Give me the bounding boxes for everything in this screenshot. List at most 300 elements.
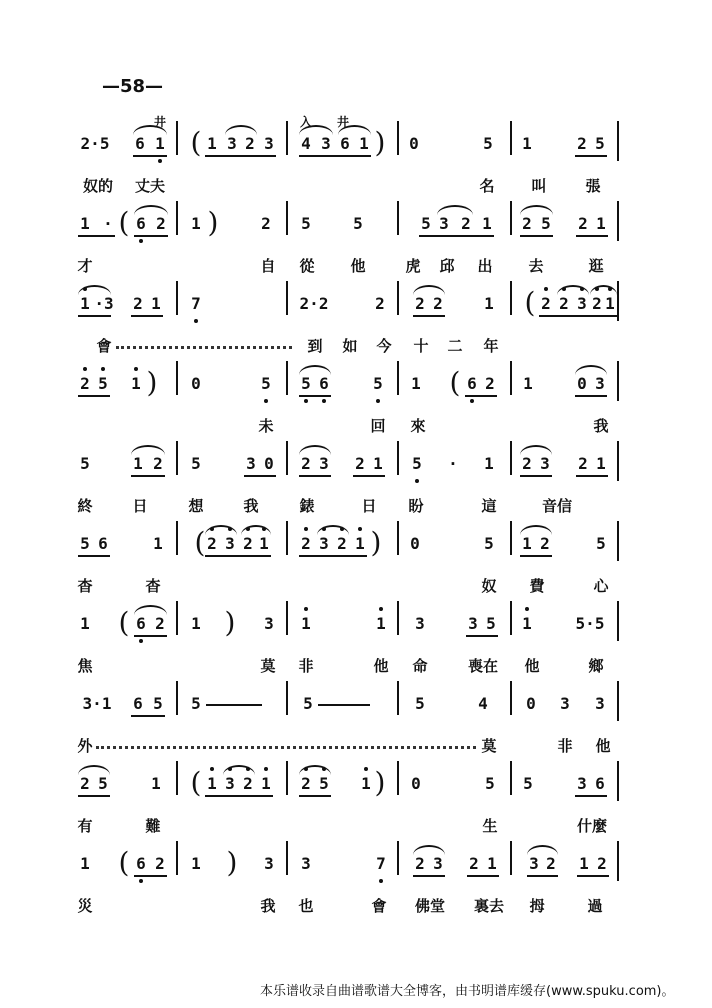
paren-close: ) bbox=[226, 846, 238, 879]
bar-line bbox=[286, 281, 288, 315]
bar-line bbox=[176, 601, 178, 635]
note: 2 bbox=[415, 854, 425, 873]
lyric-syllable: 錶 bbox=[299, 497, 315, 515]
lyric-syllable: 音信 bbox=[541, 497, 573, 515]
note: 0 bbox=[264, 454, 274, 473]
note: 1 bbox=[484, 454, 494, 473]
bar-line bbox=[617, 361, 619, 401]
note: 6 bbox=[136, 854, 146, 873]
accidental-mark: 井 bbox=[336, 115, 350, 129]
note: 1 bbox=[207, 774, 217, 793]
lyric-syllable: 日 bbox=[132, 497, 148, 515]
note: 6 bbox=[136, 614, 146, 633]
paren-close: ) bbox=[374, 766, 386, 799]
octave-dot-below bbox=[158, 159, 162, 163]
note: 2 bbox=[461, 214, 471, 233]
beam-underline bbox=[134, 635, 167, 637]
lyric-syllable: 從 bbox=[299, 257, 315, 275]
note: 2 bbox=[415, 294, 425, 313]
beam-underline bbox=[241, 795, 273, 797]
note: 2 bbox=[522, 454, 532, 473]
melisma-line bbox=[96, 746, 476, 749]
bar-line bbox=[510, 521, 512, 555]
note: 1 bbox=[359, 134, 369, 153]
beam-underline bbox=[467, 875, 499, 877]
note: 2·2 bbox=[299, 294, 329, 313]
note: 3 bbox=[577, 774, 587, 793]
note: 1 bbox=[301, 614, 311, 633]
beam-underline bbox=[465, 395, 497, 397]
page-number: —58— bbox=[102, 76, 164, 97]
note: 1 bbox=[596, 454, 606, 473]
note: 3 bbox=[225, 534, 235, 553]
bar-line bbox=[286, 201, 288, 235]
lyric-syllable: 心 bbox=[593, 577, 609, 595]
lyric-syllable: 未 bbox=[258, 417, 274, 435]
paren-close: ) bbox=[146, 366, 158, 399]
slur bbox=[520, 445, 552, 455]
note: 1 bbox=[487, 854, 497, 873]
note: 2 bbox=[301, 534, 311, 553]
lyric-syllable: 十 bbox=[413, 337, 429, 355]
note: 3 bbox=[301, 854, 311, 873]
note: 1 bbox=[191, 614, 201, 633]
octave-dot-below bbox=[194, 319, 198, 323]
extender-line bbox=[206, 704, 262, 706]
note: 2 bbox=[207, 534, 217, 553]
lyric-syllable: 我 bbox=[593, 417, 609, 435]
slur bbox=[413, 285, 445, 295]
lyric-syllable: 外 bbox=[77, 737, 93, 755]
note: 2 bbox=[546, 854, 556, 873]
note: 5 bbox=[301, 214, 311, 233]
note: 2 bbox=[541, 294, 551, 313]
lyric-syllable: 鄉 bbox=[588, 657, 604, 675]
note: 2 bbox=[578, 214, 588, 233]
note: 5 bbox=[523, 774, 533, 793]
note: 1 bbox=[522, 134, 532, 153]
note: 1 bbox=[207, 134, 217, 153]
bar-line bbox=[510, 201, 512, 235]
beam-underline bbox=[575, 395, 607, 397]
note: 1 bbox=[522, 534, 532, 553]
lyric-syllable: 難 bbox=[145, 817, 161, 835]
note: 2 bbox=[243, 774, 253, 793]
slur bbox=[575, 365, 607, 375]
note: 2 bbox=[597, 854, 607, 873]
bar-line bbox=[286, 841, 288, 875]
note: 5 bbox=[191, 454, 201, 473]
note: 5 bbox=[485, 774, 495, 793]
bar-line bbox=[397, 681, 399, 715]
bar-line bbox=[510, 361, 512, 395]
note: 6 bbox=[136, 214, 146, 233]
beam-underline bbox=[520, 555, 552, 557]
note: 5 bbox=[301, 374, 311, 393]
lyric-syllable: 回 bbox=[370, 417, 386, 435]
bar-line bbox=[397, 281, 399, 315]
slur bbox=[78, 765, 110, 775]
note: 3 bbox=[415, 614, 425, 633]
note: 5 bbox=[541, 214, 551, 233]
note: 2 bbox=[153, 454, 163, 473]
beam-underline bbox=[413, 315, 445, 317]
note: 1 bbox=[191, 854, 201, 873]
note: 1 bbox=[80, 294, 90, 313]
bar-line bbox=[397, 761, 399, 795]
lyric-syllable: 邱 bbox=[439, 257, 455, 275]
note: 7 bbox=[191, 294, 201, 313]
lyric-syllable: 會 bbox=[96, 337, 112, 355]
note: 1 bbox=[373, 454, 383, 473]
note: 5 bbox=[595, 134, 605, 153]
note: 3 bbox=[540, 454, 550, 473]
note: 6 bbox=[467, 374, 477, 393]
note: 5 bbox=[153, 694, 163, 713]
beam-underline bbox=[353, 475, 385, 477]
lyric-syllable: 虎 bbox=[405, 257, 421, 275]
melisma-line bbox=[116, 346, 292, 349]
bar-line bbox=[286, 681, 288, 715]
slur bbox=[78, 285, 111, 295]
lyric-syllable: 災 bbox=[77, 897, 93, 915]
beam-underline bbox=[131, 475, 165, 477]
note: 1 bbox=[80, 214, 90, 233]
beam-underline bbox=[576, 475, 608, 477]
bar-line bbox=[617, 761, 619, 801]
note: 3 bbox=[577, 294, 587, 313]
octave-dot-above bbox=[304, 607, 308, 611]
beam-underline bbox=[299, 795, 331, 797]
slur bbox=[299, 445, 331, 455]
note: 2 bbox=[301, 774, 311, 793]
lyric-syllable: 我 bbox=[243, 497, 259, 515]
note: 1 bbox=[80, 614, 90, 633]
note: 6 bbox=[319, 374, 329, 393]
slur bbox=[317, 525, 349, 535]
bar-line bbox=[617, 121, 619, 161]
slur bbox=[225, 125, 257, 135]
lyric-syllable: 年 bbox=[483, 337, 499, 355]
note: 1 bbox=[523, 374, 533, 393]
note: 1 bbox=[376, 614, 386, 633]
note: 5 bbox=[319, 774, 329, 793]
note: 5 bbox=[80, 534, 90, 553]
note: 6 bbox=[98, 534, 108, 553]
lyric-syllable: 名 bbox=[479, 177, 495, 195]
octave-dot-below bbox=[470, 399, 474, 403]
footer-text: 本乐谱收录自曲谱歌谱大全博客，由书明谱库缓存(www.spuku.com)。 bbox=[260, 984, 675, 999]
paren-open: ( bbox=[118, 846, 130, 879]
slur bbox=[557, 285, 589, 295]
bar-line bbox=[510, 601, 512, 635]
note: 2·5 bbox=[80, 134, 110, 153]
lyric-syllable: 出 bbox=[477, 257, 493, 275]
lyric-syllable: 二 bbox=[447, 337, 463, 355]
bar-line bbox=[176, 441, 178, 475]
note: · bbox=[448, 454, 458, 473]
paren-close: ) bbox=[207, 206, 219, 239]
note: 6 bbox=[595, 774, 605, 793]
note: 3 bbox=[595, 694, 605, 713]
note: 3 bbox=[319, 534, 329, 553]
note: 3 bbox=[225, 774, 235, 793]
lyric-syllable: 他 bbox=[350, 257, 366, 275]
note: 5 bbox=[421, 214, 431, 233]
bar-line bbox=[397, 441, 399, 475]
note: 3 bbox=[595, 374, 605, 393]
octave-dot-above bbox=[210, 767, 214, 771]
note: 5 bbox=[486, 614, 496, 633]
bar-line bbox=[397, 841, 399, 875]
slur bbox=[299, 765, 331, 775]
bar-line bbox=[510, 121, 512, 155]
bar-line bbox=[176, 681, 178, 715]
octave-dot-above bbox=[101, 367, 105, 371]
octave-dot-below bbox=[139, 879, 143, 883]
accidental-mark: 入 bbox=[299, 115, 313, 129]
bar-line bbox=[510, 441, 512, 475]
note: 2 bbox=[155, 854, 165, 873]
note: 3 bbox=[468, 614, 478, 633]
note: 6 bbox=[135, 134, 145, 153]
octave-dot-below bbox=[415, 479, 419, 483]
note: 2 bbox=[80, 774, 90, 793]
bar-line bbox=[286, 761, 288, 795]
lyric-syllable: 非 bbox=[557, 737, 573, 755]
beam-underline bbox=[78, 555, 110, 557]
note: 0 bbox=[577, 374, 587, 393]
note: 3 bbox=[246, 454, 256, 473]
note: 2 bbox=[355, 454, 365, 473]
lyric-syllable: 丈夫 bbox=[134, 177, 166, 195]
note: 1 bbox=[133, 454, 143, 473]
slur bbox=[520, 205, 553, 215]
lyric-syllable: 費 bbox=[529, 577, 545, 595]
lyric-syllable: 也 bbox=[298, 897, 314, 915]
slur bbox=[241, 525, 271, 535]
lyric-syllable: 命 bbox=[412, 657, 428, 675]
note: ·3 bbox=[94, 294, 114, 313]
note: 2 bbox=[301, 454, 311, 473]
beam-underline bbox=[520, 475, 552, 477]
bar-line bbox=[397, 121, 399, 155]
beam-underline bbox=[299, 395, 331, 397]
note: 2 bbox=[559, 294, 569, 313]
note: 3 bbox=[264, 134, 274, 153]
note: 1 bbox=[155, 134, 165, 153]
beam-underline bbox=[134, 875, 167, 877]
note: 0 bbox=[191, 374, 201, 393]
octave-dot-above bbox=[134, 367, 138, 371]
note: 2 bbox=[155, 614, 165, 633]
lyric-syllable: 到 bbox=[307, 337, 323, 355]
lyric-syllable: 終 bbox=[77, 497, 93, 515]
note: 2 bbox=[337, 534, 347, 553]
note: 1 bbox=[579, 854, 589, 873]
note: 3 bbox=[264, 854, 274, 873]
lyric-syllable: 佛堂 bbox=[414, 897, 446, 915]
lyric-syllable: 想 bbox=[188, 497, 204, 515]
note: 0 bbox=[526, 694, 536, 713]
note: 5 bbox=[596, 534, 606, 553]
note: 5 bbox=[412, 454, 422, 473]
note: 6 bbox=[340, 134, 350, 153]
bar-line bbox=[286, 361, 288, 395]
beam-underline bbox=[78, 795, 110, 797]
octave-dot-above bbox=[544, 287, 548, 291]
beam-underline bbox=[299, 475, 331, 477]
octave-dot-above bbox=[264, 767, 268, 771]
note: 1 bbox=[605, 294, 615, 313]
lyric-syllable: 他 bbox=[373, 657, 389, 675]
lyric-syllable: 非 bbox=[298, 657, 314, 675]
note: 2 bbox=[469, 854, 479, 873]
bar-line bbox=[176, 521, 178, 555]
lyric-syllable: 叫 bbox=[531, 177, 547, 195]
note: 2 bbox=[261, 214, 271, 233]
note: · bbox=[103, 214, 113, 233]
paren-open: ( bbox=[190, 766, 202, 799]
bar-line bbox=[617, 521, 619, 561]
bar-line bbox=[176, 841, 178, 875]
bar-line bbox=[617, 601, 619, 641]
note: 1 bbox=[522, 614, 532, 633]
slur bbox=[520, 525, 552, 535]
octave-dot-below bbox=[264, 399, 268, 403]
lyric-syllable: 去 bbox=[528, 257, 544, 275]
note: 1 bbox=[153, 534, 163, 553]
slur bbox=[590, 285, 617, 295]
note: 5 bbox=[303, 694, 313, 713]
beam-underline bbox=[577, 875, 609, 877]
note: 3 bbox=[321, 134, 331, 153]
beam-underline bbox=[133, 155, 167, 157]
octave-dot-below bbox=[139, 639, 143, 643]
lyric-syllable: 來 bbox=[410, 417, 426, 435]
note: 2 bbox=[133, 294, 143, 313]
note: 3 bbox=[529, 854, 539, 873]
note: 2 bbox=[80, 374, 90, 393]
paren-open: ( bbox=[190, 126, 202, 159]
beam-underline bbox=[243, 155, 276, 157]
note: 2 bbox=[522, 214, 532, 233]
lyric-syllable: 莫 bbox=[260, 657, 276, 675]
note: 6 bbox=[133, 694, 143, 713]
note: 0 bbox=[409, 134, 419, 153]
lyric-syllable: 他 bbox=[524, 657, 540, 675]
slur bbox=[134, 605, 167, 615]
slur bbox=[437, 205, 473, 215]
beam-underline bbox=[131, 715, 165, 717]
bar-line bbox=[176, 761, 178, 795]
note: 1 bbox=[484, 294, 494, 313]
lyric-syllable: 有 bbox=[77, 817, 93, 835]
slur bbox=[299, 365, 331, 375]
beam-underline bbox=[338, 155, 371, 157]
note: 2 bbox=[578, 454, 588, 473]
bar-line bbox=[617, 841, 619, 881]
lyric-syllable: 莫 bbox=[481, 737, 497, 755]
note: 1 bbox=[482, 214, 492, 233]
beam-underline bbox=[78, 395, 110, 397]
bar-line bbox=[286, 521, 288, 555]
note: 2 bbox=[243, 534, 253, 553]
paren-close: ) bbox=[374, 126, 386, 159]
note: 2 bbox=[485, 374, 495, 393]
beam-underline bbox=[466, 635, 498, 637]
note: 1 bbox=[80, 854, 90, 873]
beam-underline bbox=[575, 795, 607, 797]
paren-close: ) bbox=[224, 606, 236, 639]
beam-underline bbox=[520, 235, 553, 237]
beam-underline bbox=[459, 235, 494, 237]
octave-dot-above bbox=[379, 607, 383, 611]
slur bbox=[338, 125, 371, 135]
note: 3 bbox=[439, 214, 449, 233]
lyric-syllable: 奴的 bbox=[82, 177, 114, 195]
bar-line bbox=[176, 361, 178, 395]
beam-underline bbox=[335, 555, 367, 557]
bar-line bbox=[510, 841, 512, 875]
octave-dot-above bbox=[83, 367, 87, 371]
lyric-syllable: 過 bbox=[587, 897, 603, 915]
lyric-syllable: 喪在 bbox=[467, 657, 499, 675]
paren-open: ( bbox=[194, 526, 206, 559]
octave-dot-above bbox=[364, 767, 368, 771]
note: 5 bbox=[98, 774, 108, 793]
bar-line bbox=[510, 681, 512, 715]
note: 2 bbox=[540, 534, 550, 553]
bar-line bbox=[397, 521, 399, 555]
accidental-mark: 井 bbox=[153, 115, 167, 129]
note: 1 bbox=[361, 774, 371, 793]
bar-line bbox=[617, 441, 619, 481]
note: 5·5 bbox=[575, 614, 605, 633]
note: 1 bbox=[261, 774, 271, 793]
bar-line bbox=[176, 121, 178, 155]
bar-line bbox=[397, 601, 399, 635]
note: 2 bbox=[375, 294, 385, 313]
lyric-syllable: 自 bbox=[260, 257, 276, 275]
octave-dot-above bbox=[304, 527, 308, 531]
bar-line bbox=[176, 201, 178, 235]
note: 2 bbox=[245, 134, 255, 153]
note: 7 bbox=[376, 854, 386, 873]
slur bbox=[413, 845, 445, 855]
bar-line bbox=[176, 281, 178, 315]
bar-line bbox=[617, 281, 619, 321]
note: 1 bbox=[259, 534, 269, 553]
paren-open: ( bbox=[118, 606, 130, 639]
lyric-syllable: 焦 bbox=[77, 657, 93, 675]
octave-dot-below bbox=[139, 239, 143, 243]
lyric-syllable: 這 bbox=[481, 497, 497, 515]
octave-dot-below bbox=[379, 879, 383, 883]
note: 4 bbox=[301, 134, 311, 153]
beam-underline bbox=[134, 235, 168, 237]
octave-dot-below bbox=[304, 399, 308, 403]
bar-line bbox=[286, 601, 288, 635]
note: 0 bbox=[411, 774, 421, 793]
note: 4 bbox=[478, 694, 488, 713]
octave-dot-below bbox=[376, 399, 380, 403]
note: 2 bbox=[433, 294, 443, 313]
lyric-syllable: 裏去 bbox=[473, 897, 505, 915]
note: 5 bbox=[484, 534, 494, 553]
beam-underline bbox=[575, 155, 607, 157]
note: 3 bbox=[433, 854, 443, 873]
